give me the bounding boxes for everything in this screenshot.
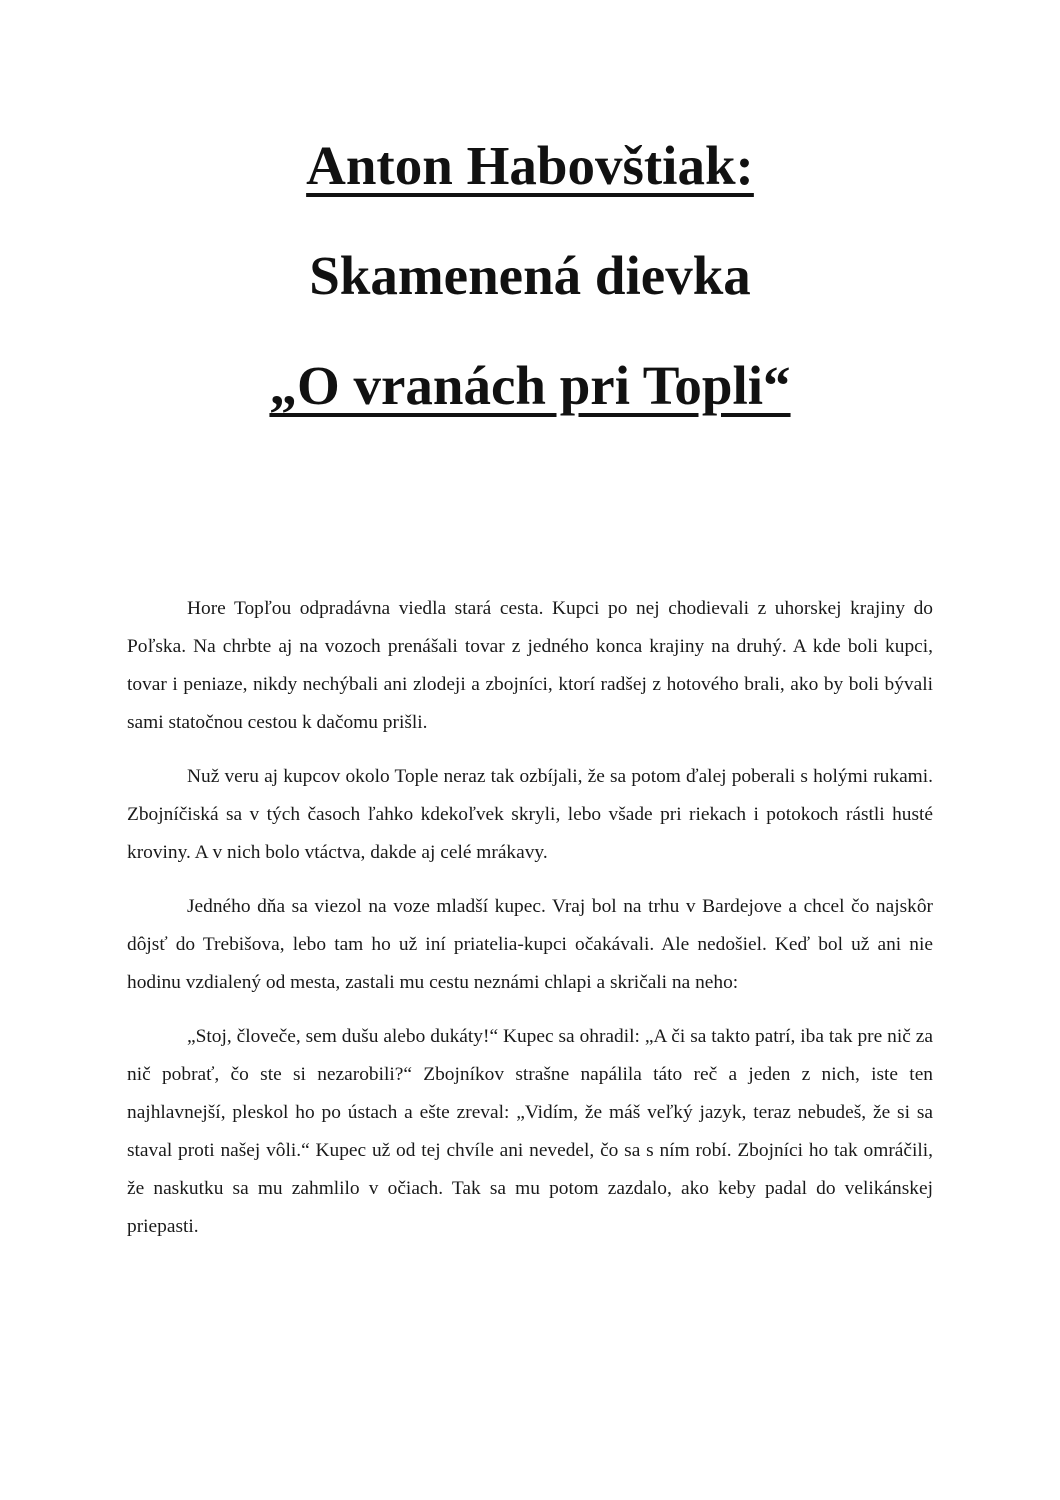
paragraph: Hore Topľou odpradávna viedla stará cesta. Kupci po nej chodievali z uhorskej krajiny do Poľska. Na chrbte aj na vozoch prenášali tovar z jedného konca krajiny na druhý. A kde boli kupci, tovar i peniaze, nikdy nechýbali ani zlodeji a zbojníci, ktorí radšej z hotového brali, ako by boli bývali sami statočnou cestou k dačomu prišli. bbox=[127, 598, 933, 733]
story-title-text: Skamenená dievka bbox=[309, 245, 751, 306]
paragraph: Nuž veru aj kupcov okolo Tople neraz tak ozbíjali, že sa potom ďalej poberali s holými rukami. Zbojníčiská sa v tých časoch ľahko kdekoľvek skryli, lebo všade pri riekach i potokoch rástli husté kroviny. A v nich bolo vtáctva, dakde aj celé mrákavy. bbox=[127, 766, 933, 863]
title-block bbox=[0, 126, 1060, 416]
story-subtitle bbox=[0, 355, 1060, 416]
paragraph: „Stoj, človeče, sem dušu alebo dukáty!“ Kupec sa ohradil: „A či sa takto patrí, iba tak pre nič za nič pobrať, čo ste si nezarobili?“ Zbojníkov strašne napálila táto reč a jeden z nich, iste ten najhlavnejší, pleskol ho po ústach a ešte zreval: „Vidím, že máš veľký jazyk, teraz nebudeš, že si sa staval proti našej vôli.“ Kupec už od tej chvíle ani nevedel, čo sa s ním robí. Zbojníci ho tak omráčili, že naskutku sa mu zahmlilo v očiach. Tak sa mu potom zazdalo, ako keby padal do velikánskej priepasti. bbox=[127, 1026, 933, 1237]
story-subtitle-text: „O vranách pri Topli“ bbox=[269, 355, 791, 416]
author-heading bbox=[0, 135, 1060, 196]
story-title bbox=[0, 245, 1060, 306]
paragraph: Jedného dňa sa viezol na voze mladší kupec. Vraj bol na trhu v Bardejove a chcel čo najskôr dôjsť do Trebišova, lebo tam ho už iní priatelia-kupci očakávali. Ale nedošiel. Keď bol už ani nie hodinu vzdialený od mesta, zastali mu cestu neznámi chlapi a skričali na neho: bbox=[127, 896, 933, 993]
author-heading-text: Anton Habovštiak: bbox=[306, 135, 754, 196]
story-body bbox=[127, 590, 933, 1262]
